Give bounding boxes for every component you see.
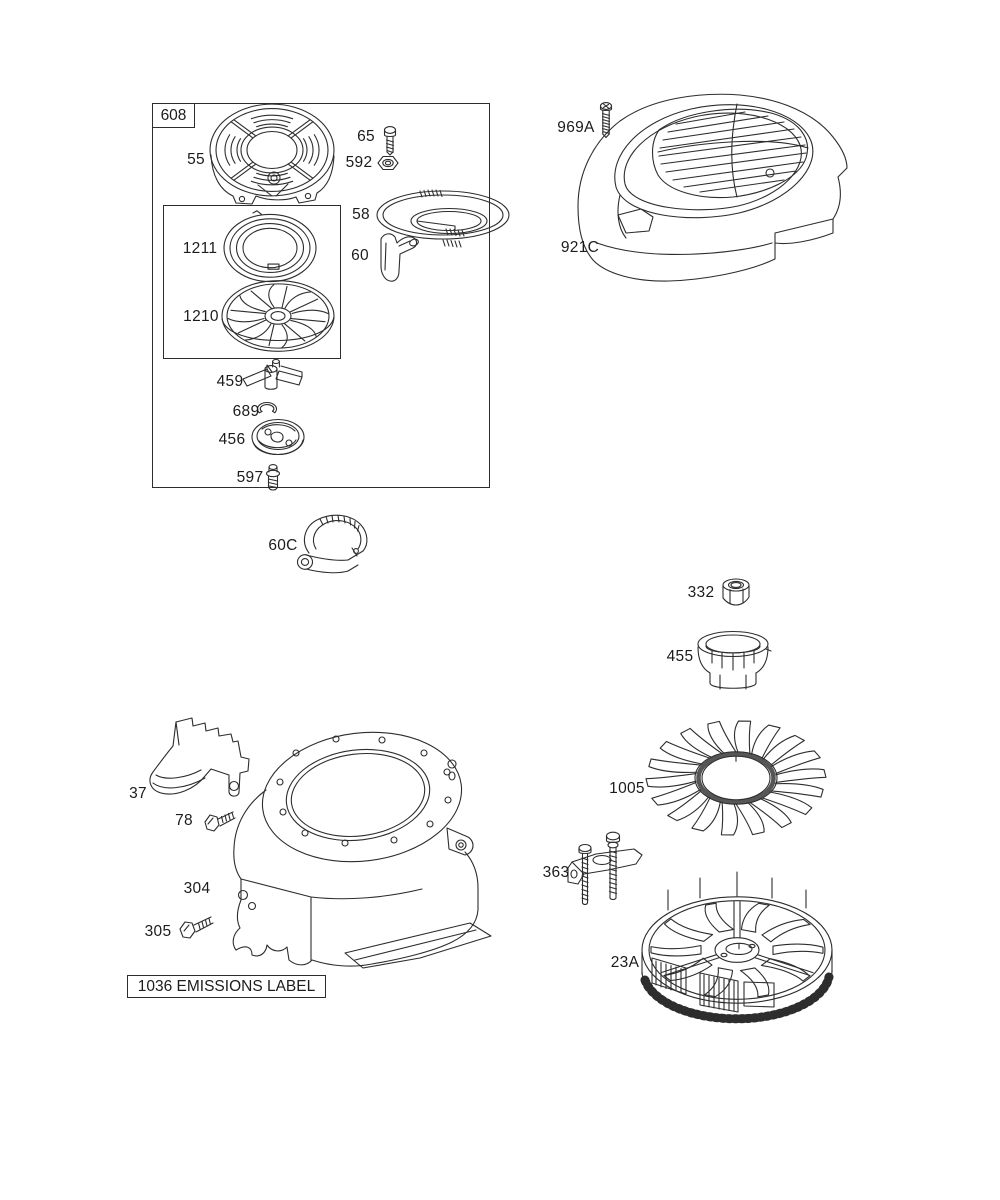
- part-921C-blower-housing-cover: [578, 94, 847, 281]
- callout-921C: 921C: [560, 239, 600, 256]
- part-37-guard: [150, 718, 249, 796]
- callout-969A: 969A: [557, 119, 595, 136]
- callout-60: 60: [351, 247, 369, 264]
- callout-60C: 60C: [268, 537, 298, 554]
- part-455-starter-cup: [698, 632, 771, 690]
- callout-1210: 1210: [183, 308, 219, 325]
- callout-456: 456: [218, 431, 246, 448]
- callout-37: 37: [129, 785, 147, 802]
- part-55-rewind-starter-cover: [210, 104, 334, 204]
- part-1210-pulley: [222, 281, 334, 352]
- part-363-bracket-screws: [568, 832, 642, 904]
- callout-1211: 1211: [182, 240, 218, 257]
- callout-455: 455: [666, 648, 694, 665]
- emissions-label-box: [127, 975, 326, 998]
- part-60-rope-guide: [381, 234, 419, 281]
- callout-332: 332: [687, 584, 715, 601]
- part-1005-flywheel-fan: [646, 720, 826, 837]
- part-459-pawls: [243, 360, 302, 390]
- callout-58: 58: [352, 206, 370, 223]
- part-23A-flywheel: [642, 872, 832, 1020]
- group-ref-box-608: [152, 103, 195, 128]
- part-58-starter-rope: [377, 190, 509, 247]
- callout-459: 459: [216, 373, 244, 390]
- part-65-screw: [385, 127, 396, 155]
- part-304-blower-housing: [233, 721, 491, 968]
- part-689-retainer-ring: [258, 402, 277, 412]
- callout-689: 689: [232, 403, 260, 420]
- callout-305: 305: [144, 923, 172, 940]
- callout-78: 78: [175, 812, 193, 829]
- part-60C-starter-grip: [298, 515, 367, 573]
- part-597-screw: [267, 465, 280, 490]
- emissions-label-text: 1036 EMISSIONS LABEL: [137, 977, 316, 995]
- part-305-bolt: [180, 917, 213, 938]
- part-1211-rewind-spring: [224, 211, 316, 282]
- part-969A-screw: [601, 103, 612, 138]
- part-78-bolt: [205, 812, 235, 831]
- part-456-clutch-retainer: [252, 420, 304, 455]
- callout-363: 363: [542, 864, 570, 881]
- part-592-nut: [378, 157, 398, 170]
- callout-23A: 23A: [610, 954, 640, 971]
- callout-65: 65: [357, 128, 375, 145]
- group-ref-text: 608: [160, 106, 187, 124]
- part-332-nut: [723, 579, 749, 605]
- callout-597: 597: [236, 469, 264, 486]
- callout-1005: 1005: [609, 780, 645, 797]
- callout-304: 304: [183, 880, 211, 897]
- callout-592: 592: [345, 154, 373, 171]
- callout-55: 55: [187, 151, 205, 168]
